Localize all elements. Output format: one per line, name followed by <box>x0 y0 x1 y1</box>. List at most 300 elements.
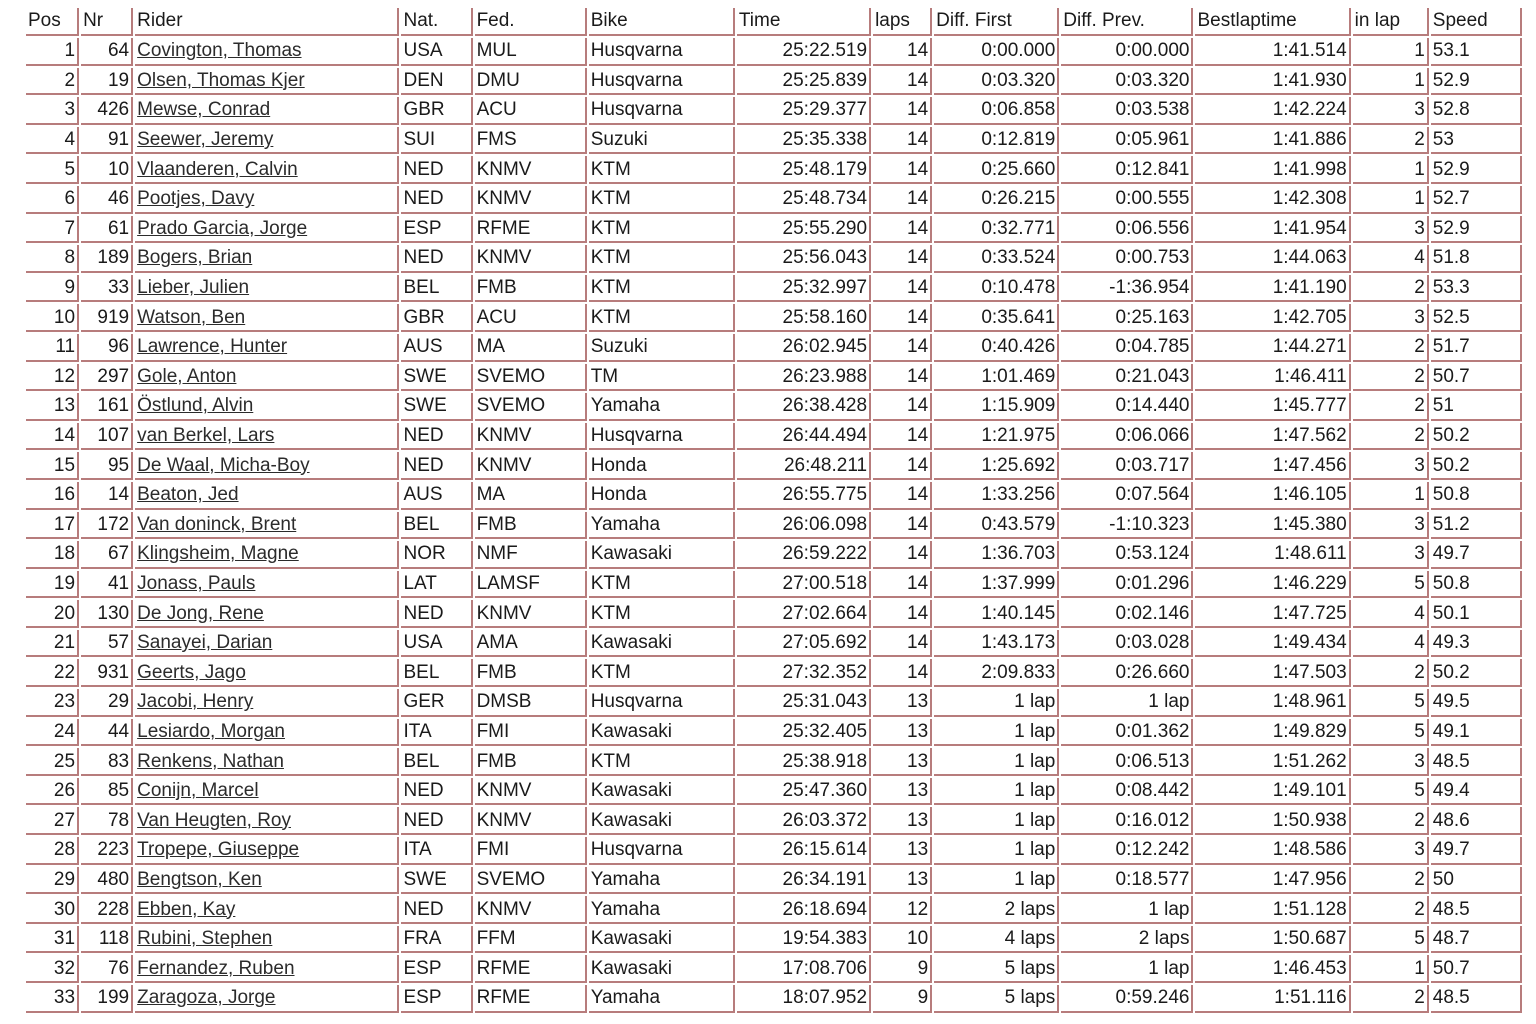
column-header-diff-prev: Diff. Prev. <box>1061 8 1193 36</box>
cell-nr: 130 <box>81 600 133 628</box>
cell-diff-first: 1 lap <box>934 867 1059 895</box>
cell-bestlaptime: 1:50.687 <box>1195 926 1350 954</box>
cell-diff-first: 1:33.256 <box>934 482 1059 510</box>
cell-time: 26:38.428 <box>737 393 871 421</box>
table-row <box>26 275 1522 303</box>
cell-bike: KTM <box>589 659 735 687</box>
table-row <box>26 393 1522 421</box>
cell-bike: KTM <box>589 156 735 184</box>
rider-link[interactable]: Rubini, Stephen <box>137 928 273 950</box>
cell-fed: KNMV <box>475 452 587 480</box>
cell-speed: 49.1 <box>1431 719 1522 747</box>
cell-diff-prev: -1:36.954 <box>1061 275 1193 303</box>
cell-time: 26:06.098 <box>737 512 871 540</box>
cell-nr: 161 <box>81 393 133 421</box>
cell-bike: Yamaha <box>589 985 735 1013</box>
cell-rider <box>135 68 399 96</box>
cell-rider <box>135 630 399 658</box>
cell-rider <box>135 837 399 865</box>
cell-diff-first: 1 lap <box>934 837 1059 865</box>
cell-nr: 223 <box>81 837 133 865</box>
cell-nat: ESP <box>401 216 472 244</box>
rider-link[interactable]: De Jong, Rene <box>137 602 264 624</box>
cell-nr: 931 <box>81 659 133 687</box>
table-row <box>26 156 1522 184</box>
cell-diff-prev: 1 lap <box>1061 955 1193 983</box>
cell-pos: 15 <box>26 452 79 480</box>
results-table-container <box>24 6 1524 1015</box>
cell-time: 25:48.179 <box>737 156 871 184</box>
cell-bike: KTM <box>589 304 735 332</box>
cell-diff-first: 0:25.660 <box>934 156 1059 184</box>
cell-fed: SVEMO <box>475 364 587 392</box>
cell-in-lap: 5 <box>1353 778 1429 806</box>
cell-diff-first: 4 laps <box>934 926 1059 954</box>
cell-fed: FMB <box>475 659 587 687</box>
cell-in-lap: 3 <box>1353 748 1429 776</box>
cell-diff-first: 1:21.975 <box>934 423 1059 451</box>
rider-link[interactable]: Covington, Thomas <box>137 40 302 62</box>
cell-rider <box>135 955 399 983</box>
cell-in-lap: 3 <box>1353 512 1429 540</box>
cell-in-lap: 3 <box>1353 97 1429 125</box>
cell-laps: 14 <box>873 630 932 658</box>
cell-bestlaptime: 1:48.961 <box>1195 689 1350 717</box>
cell-laps: 14 <box>873 275 932 303</box>
cell-in-lap: 2 <box>1353 896 1429 924</box>
cell-fed: KNMV <box>475 186 587 214</box>
cell-rider <box>135 186 399 214</box>
cell-nat: GBR <box>401 97 472 125</box>
rider-link[interactable]: Bengtson, Ken <box>137 868 262 890</box>
cell-bike: Honda <box>589 452 735 480</box>
cell-laps: 14 <box>873 127 932 155</box>
cell-bestlaptime: 1:45.777 <box>1195 393 1350 421</box>
cell-pos: 18 <box>26 541 79 569</box>
cell-bestlaptime: 1:41.930 <box>1195 68 1350 96</box>
cell-pos: 30 <box>26 896 79 924</box>
cell-pos: 13 <box>26 393 79 421</box>
cell-in-lap: 2 <box>1353 334 1429 362</box>
cell-pos: 3 <box>26 97 79 125</box>
cell-laps: 14 <box>873 512 932 540</box>
cell-nat: LAT <box>401 571 472 599</box>
cell-bestlaptime: 1:49.101 <box>1195 778 1350 806</box>
cell-time: 26:03.372 <box>737 807 871 835</box>
cell-rider <box>135 541 399 569</box>
cell-fed: LAMSF <box>475 571 587 599</box>
cell-nr: 297 <box>81 364 133 392</box>
cell-bike: KTM <box>589 245 735 273</box>
cell-laps: 13 <box>873 867 932 895</box>
rider-link[interactable]: Sanayei, Darian <box>137 632 273 654</box>
cell-bike: Yamaha <box>589 867 735 895</box>
cell-pos: 4 <box>26 127 79 155</box>
cell-nr: 29 <box>81 689 133 717</box>
cell-laps: 9 <box>873 985 932 1013</box>
table-row <box>26 482 1522 510</box>
cell-diff-first: 0:06.858 <box>934 97 1059 125</box>
cell-in-lap: 5 <box>1353 689 1429 717</box>
cell-bestlaptime: 1:48.611 <box>1195 541 1350 569</box>
table-row <box>26 985 1522 1013</box>
cell-time: 18:07.952 <box>737 985 871 1013</box>
cell-nr: 228 <box>81 896 133 924</box>
cell-diff-prev: 0:12.242 <box>1061 837 1193 865</box>
cell-bike: Kawasaki <box>589 955 735 983</box>
cell-in-lap: 2 <box>1353 364 1429 392</box>
cell-bestlaptime: 1:47.503 <box>1195 659 1350 687</box>
rider-link[interactable]: Lesiardo, Morgan <box>137 720 285 742</box>
cell-laps: 10 <box>873 926 932 954</box>
cell-diff-prev: 0:05.961 <box>1061 127 1193 155</box>
cell-diff-first: 0:33.524 <box>934 245 1059 273</box>
table-row <box>26 512 1522 540</box>
cell-diff-prev: 0:16.012 <box>1061 807 1193 835</box>
cell-rider <box>135 364 399 392</box>
rider-link[interactable]: Klingsheim, Magne <box>137 543 299 565</box>
cell-pos: 19 <box>26 571 79 599</box>
cell-laps: 14 <box>873 393 932 421</box>
cell-speed: 49.5 <box>1431 689 1522 717</box>
cell-laps: 14 <box>873 245 932 273</box>
cell-nat: BEL <box>401 748 472 776</box>
cell-laps: 14 <box>873 334 932 362</box>
rider-link[interactable]: Van doninck, Brent <box>137 513 297 535</box>
cell-bike: Yamaha <box>589 512 735 540</box>
cell-bike: Kawasaki <box>589 541 735 569</box>
table-row <box>26 807 1522 835</box>
table-row <box>26 304 1522 332</box>
table-row <box>26 245 1522 273</box>
cell-pos: 28 <box>26 837 79 865</box>
cell-in-lap: 3 <box>1353 541 1429 569</box>
cell-pos: 16 <box>26 482 79 510</box>
cell-fed: FMI <box>475 719 587 747</box>
cell-speed: 50.1 <box>1431 600 1522 628</box>
table-row <box>26 896 1522 924</box>
rider-link[interactable]: Östlund, Alvin <box>137 395 254 417</box>
cell-time: 26:48.211 <box>737 452 871 480</box>
cell-in-lap: 2 <box>1353 985 1429 1013</box>
cell-time: 27:05.692 <box>737 630 871 658</box>
table-row <box>26 926 1522 954</box>
table-row <box>26 955 1522 983</box>
cell-pos: 32 <box>26 955 79 983</box>
cell-nat: FRA <box>401 926 472 954</box>
table-row <box>26 778 1522 806</box>
rider-link[interactable]: Ebben, Kay <box>137 898 236 920</box>
cell-bike: Yamaha <box>589 393 735 421</box>
results-body <box>26 38 1522 1013</box>
rider-link[interactable]: Jacobi, Henry <box>137 691 254 713</box>
cell-pos: 24 <box>26 719 79 747</box>
cell-nat: SUI <box>401 127 472 155</box>
cell-nat: BEL <box>401 275 472 303</box>
rider-link[interactable]: Gole, Anton <box>137 365 237 387</box>
cell-nr: 57 <box>81 630 133 658</box>
cell-pos: 2 <box>26 68 79 96</box>
cell-bike: KTM <box>589 571 735 599</box>
column-header-rider: Rider <box>135 8 399 36</box>
results-table <box>24 6 1524 1015</box>
rider-link[interactable]: Van Heugten, Roy <box>137 809 291 831</box>
cell-fed: SVEMO <box>475 393 587 421</box>
cell-speed: 50.2 <box>1431 452 1522 480</box>
cell-rider <box>135 452 399 480</box>
cell-diff-prev: 1 lap <box>1061 896 1193 924</box>
cell-time: 25:22.519 <box>737 38 871 66</box>
cell-bike: Kawasaki <box>589 807 735 835</box>
cell-speed: 50.8 <box>1431 571 1522 599</box>
rider-link[interactable]: Olsen, Thomas Kjer <box>137 69 305 91</box>
cell-bike: KTM <box>589 275 735 303</box>
cell-nr: 41 <box>81 571 133 599</box>
cell-in-lap: 2 <box>1353 867 1429 895</box>
cell-bestlaptime: 1:45.380 <box>1195 512 1350 540</box>
cell-diff-prev: 0:00.753 <box>1061 245 1193 273</box>
cell-bestlaptime: 1:47.562 <box>1195 423 1350 451</box>
table-row <box>26 334 1522 362</box>
cell-speed: 48.7 <box>1431 926 1522 954</box>
cell-fed: KNMV <box>475 156 587 184</box>
rider-link[interactable]: Lawrence, Hunter <box>137 336 288 358</box>
cell-in-lap: 4 <box>1353 245 1429 273</box>
cell-nat: SWE <box>401 867 472 895</box>
cell-pos: 1 <box>26 38 79 66</box>
column-header-fed: Fed. <box>475 8 587 36</box>
column-header-pos: Pos <box>26 8 79 36</box>
column-header-nr: Nr <box>81 8 133 36</box>
cell-diff-first: 1 lap <box>934 778 1059 806</box>
cell-time: 26:18.694 <box>737 896 871 924</box>
cell-bike: KTM <box>589 216 735 244</box>
cell-time: 25:32.405 <box>737 719 871 747</box>
cell-diff-first: 1:01.469 <box>934 364 1059 392</box>
cell-bike: Husqvarna <box>589 97 735 125</box>
rider-link[interactable]: Pootjes, Davy <box>137 188 255 210</box>
cell-nr: 64 <box>81 38 133 66</box>
column-header-bestlaptime: Bestlaptime <box>1195 8 1350 36</box>
cell-nat: SWE <box>401 393 472 421</box>
rider-link[interactable]: De Waal, Micha-Boy <box>137 454 310 476</box>
cell-laps: 9 <box>873 955 932 983</box>
cell-speed: 48.5 <box>1431 985 1522 1013</box>
cell-diff-prev: 0:04.785 <box>1061 334 1193 362</box>
cell-bike: Yamaha <box>589 896 735 924</box>
rider-link[interactable]: Mewse, Conrad <box>137 99 271 121</box>
cell-nr: 118 <box>81 926 133 954</box>
cell-bike: KTM <box>589 748 735 776</box>
cell-speed: 50.8 <box>1431 482 1522 510</box>
rider-link[interactable]: Bogers, Brian <box>137 247 253 269</box>
rider-link[interactable]: Geerts, Jago <box>137 661 246 683</box>
cell-diff-first: 1 lap <box>934 689 1059 717</box>
cell-rider <box>135 896 399 924</box>
cell-nr: 44 <box>81 719 133 747</box>
cell-nat: NED <box>401 896 472 924</box>
cell-in-lap: 2 <box>1353 393 1429 421</box>
table-row <box>26 837 1522 865</box>
cell-bike: Husqvarna <box>589 423 735 451</box>
cell-fed: MUL <box>475 38 587 66</box>
cell-diff-prev: 1 lap <box>1061 689 1193 717</box>
cell-fed: KNMV <box>475 896 587 924</box>
cell-pos: 14 <box>26 423 79 451</box>
cell-pos: 11 <box>26 334 79 362</box>
cell-fed: NMF <box>475 541 587 569</box>
cell-in-lap: 3 <box>1353 452 1429 480</box>
cell-rider <box>135 689 399 717</box>
cell-in-lap: 4 <box>1353 630 1429 658</box>
cell-nr: 14 <box>81 482 133 510</box>
cell-speed: 52.7 <box>1431 186 1522 214</box>
cell-fed: DMU <box>475 68 587 96</box>
cell-nr: 67 <box>81 541 133 569</box>
cell-laps: 13 <box>873 778 932 806</box>
cell-speed: 51.2 <box>1431 512 1522 540</box>
cell-nr: 61 <box>81 216 133 244</box>
cell-laps: 13 <box>873 748 932 776</box>
cell-bike: Husqvarna <box>589 689 735 717</box>
rider-link[interactable]: Renkens, Nathan <box>137 750 284 772</box>
rider-link[interactable]: Beaton, Jed <box>137 484 239 506</box>
cell-rider <box>135 926 399 954</box>
cell-laps: 14 <box>873 186 932 214</box>
column-header-bike: Bike <box>589 8 735 36</box>
cell-fed: DMSB <box>475 689 587 717</box>
cell-fed: FMB <box>475 275 587 303</box>
cell-bike: Kawasaki <box>589 630 735 658</box>
cell-pos: 23 <box>26 689 79 717</box>
cell-in-lap: 2 <box>1353 659 1429 687</box>
cell-bike: Honda <box>589 482 735 510</box>
cell-nat: BEL <box>401 659 472 687</box>
cell-nat: BEL <box>401 512 472 540</box>
cell-nat: GER <box>401 689 472 717</box>
cell-time: 25:56.043 <box>737 245 871 273</box>
cell-speed: 53.1 <box>1431 38 1522 66</box>
cell-time: 19:54.383 <box>737 926 871 954</box>
rider-link[interactable]: Conijn, Marcel <box>137 780 259 802</box>
cell-speed: 50 <box>1431 867 1522 895</box>
cell-time: 25:47.360 <box>737 778 871 806</box>
cell-pos: 17 <box>26 512 79 540</box>
cell-rider <box>135 423 399 451</box>
cell-diff-first: 0:03.320 <box>934 68 1059 96</box>
cell-diff-prev: 0:18.577 <box>1061 867 1193 895</box>
cell-nat: SWE <box>401 364 472 392</box>
rider-link[interactable]: Jonass, Pauls <box>137 572 256 594</box>
cell-diff-prev: 0:02.146 <box>1061 600 1193 628</box>
cell-speed: 49.7 <box>1431 837 1522 865</box>
cell-diff-prev: 0:00.000 <box>1061 38 1193 66</box>
cell-time: 27:32.352 <box>737 659 871 687</box>
rider-link[interactable]: Lieber, Julien <box>137 277 250 299</box>
cell-time: 26:59.222 <box>737 541 871 569</box>
cell-rider <box>135 304 399 332</box>
cell-diff-prev: 0:53.124 <box>1061 541 1193 569</box>
cell-nr: 919 <box>81 304 133 332</box>
cell-bike: TM <box>589 364 735 392</box>
cell-bestlaptime: 1:44.063 <box>1195 245 1350 273</box>
cell-nat: DEN <box>401 68 472 96</box>
cell-bestlaptime: 1:44.271 <box>1195 334 1350 362</box>
cell-diff-prev: 0:03.538 <box>1061 97 1193 125</box>
cell-pos: 22 <box>26 659 79 687</box>
cell-nat: GBR <box>401 304 472 332</box>
cell-fed: FMS <box>475 127 587 155</box>
cell-pos: 25 <box>26 748 79 776</box>
cell-fed: SVEMO <box>475 867 587 895</box>
cell-nr: 78 <box>81 807 133 835</box>
cell-bike: Husqvarna <box>589 837 735 865</box>
cell-nat: NED <box>401 186 472 214</box>
cell-nr: 83 <box>81 748 133 776</box>
cell-rider <box>135 778 399 806</box>
rider-link[interactable]: Tropepe, Giuseppe <box>137 839 300 861</box>
cell-nat: USA <box>401 38 472 66</box>
rider-link[interactable]: van Berkel, Lars <box>137 425 275 447</box>
cell-speed: 51.8 <box>1431 245 1522 273</box>
cell-nr: 199 <box>81 985 133 1013</box>
cell-diff-prev: 0:08.442 <box>1061 778 1193 806</box>
cell-nat: NED <box>401 423 472 451</box>
cell-bestlaptime: 1:50.938 <box>1195 807 1350 835</box>
cell-pos: 8 <box>26 245 79 273</box>
cell-time: 25:38.918 <box>737 748 871 776</box>
cell-laps: 14 <box>873 600 932 628</box>
cell-laps: 14 <box>873 541 932 569</box>
cell-fed: RFME <box>475 985 587 1013</box>
cell-diff-prev: 0:06.513 <box>1061 748 1193 776</box>
cell-time: 25:58.160 <box>737 304 871 332</box>
rider-link[interactable]: Vlaanderen, Calvin <box>137 158 298 180</box>
cell-rider <box>135 512 399 540</box>
cell-fed: ACU <box>475 304 587 332</box>
rider-link[interactable]: Seewer, Jeremy <box>137 129 274 151</box>
rider-link[interactable]: Watson, Ben <box>137 306 246 328</box>
cell-rider <box>135 659 399 687</box>
cell-pos: 21 <box>26 630 79 658</box>
cell-nat: NED <box>401 156 472 184</box>
cell-nr: 76 <box>81 955 133 983</box>
cell-diff-first: 1:37.999 <box>934 571 1059 599</box>
cell-speed: 51.7 <box>1431 334 1522 362</box>
cell-bestlaptime: 1:48.586 <box>1195 837 1350 865</box>
cell-speed: 50.7 <box>1431 955 1522 983</box>
cell-diff-prev: 0:03.028 <box>1061 630 1193 658</box>
column-header-nat: Nat. <box>401 8 472 36</box>
cell-bestlaptime: 1:41.998 <box>1195 156 1350 184</box>
rider-link[interactable]: Fernandez, Ruben <box>137 957 295 979</box>
cell-time: 26:34.191 <box>737 867 871 895</box>
cell-fed: MA <box>475 482 587 510</box>
rider-link[interactable]: Prado Garcia, Jorge <box>137 217 308 239</box>
cell-fed: FMB <box>475 512 587 540</box>
cell-speed: 53 <box>1431 127 1522 155</box>
cell-rider <box>135 97 399 125</box>
cell-nat: NED <box>401 600 472 628</box>
cell-nr: 10 <box>81 156 133 184</box>
cell-diff-first: 1:15.909 <box>934 393 1059 421</box>
cell-nat: ITA <box>401 837 472 865</box>
cell-time: 27:00.518 <box>737 571 871 599</box>
cell-laps: 14 <box>873 97 932 125</box>
rider-link[interactable]: Zaragoza, Jorge <box>137 987 276 1009</box>
cell-time: 25:35.338 <box>737 127 871 155</box>
cell-rider <box>135 600 399 628</box>
